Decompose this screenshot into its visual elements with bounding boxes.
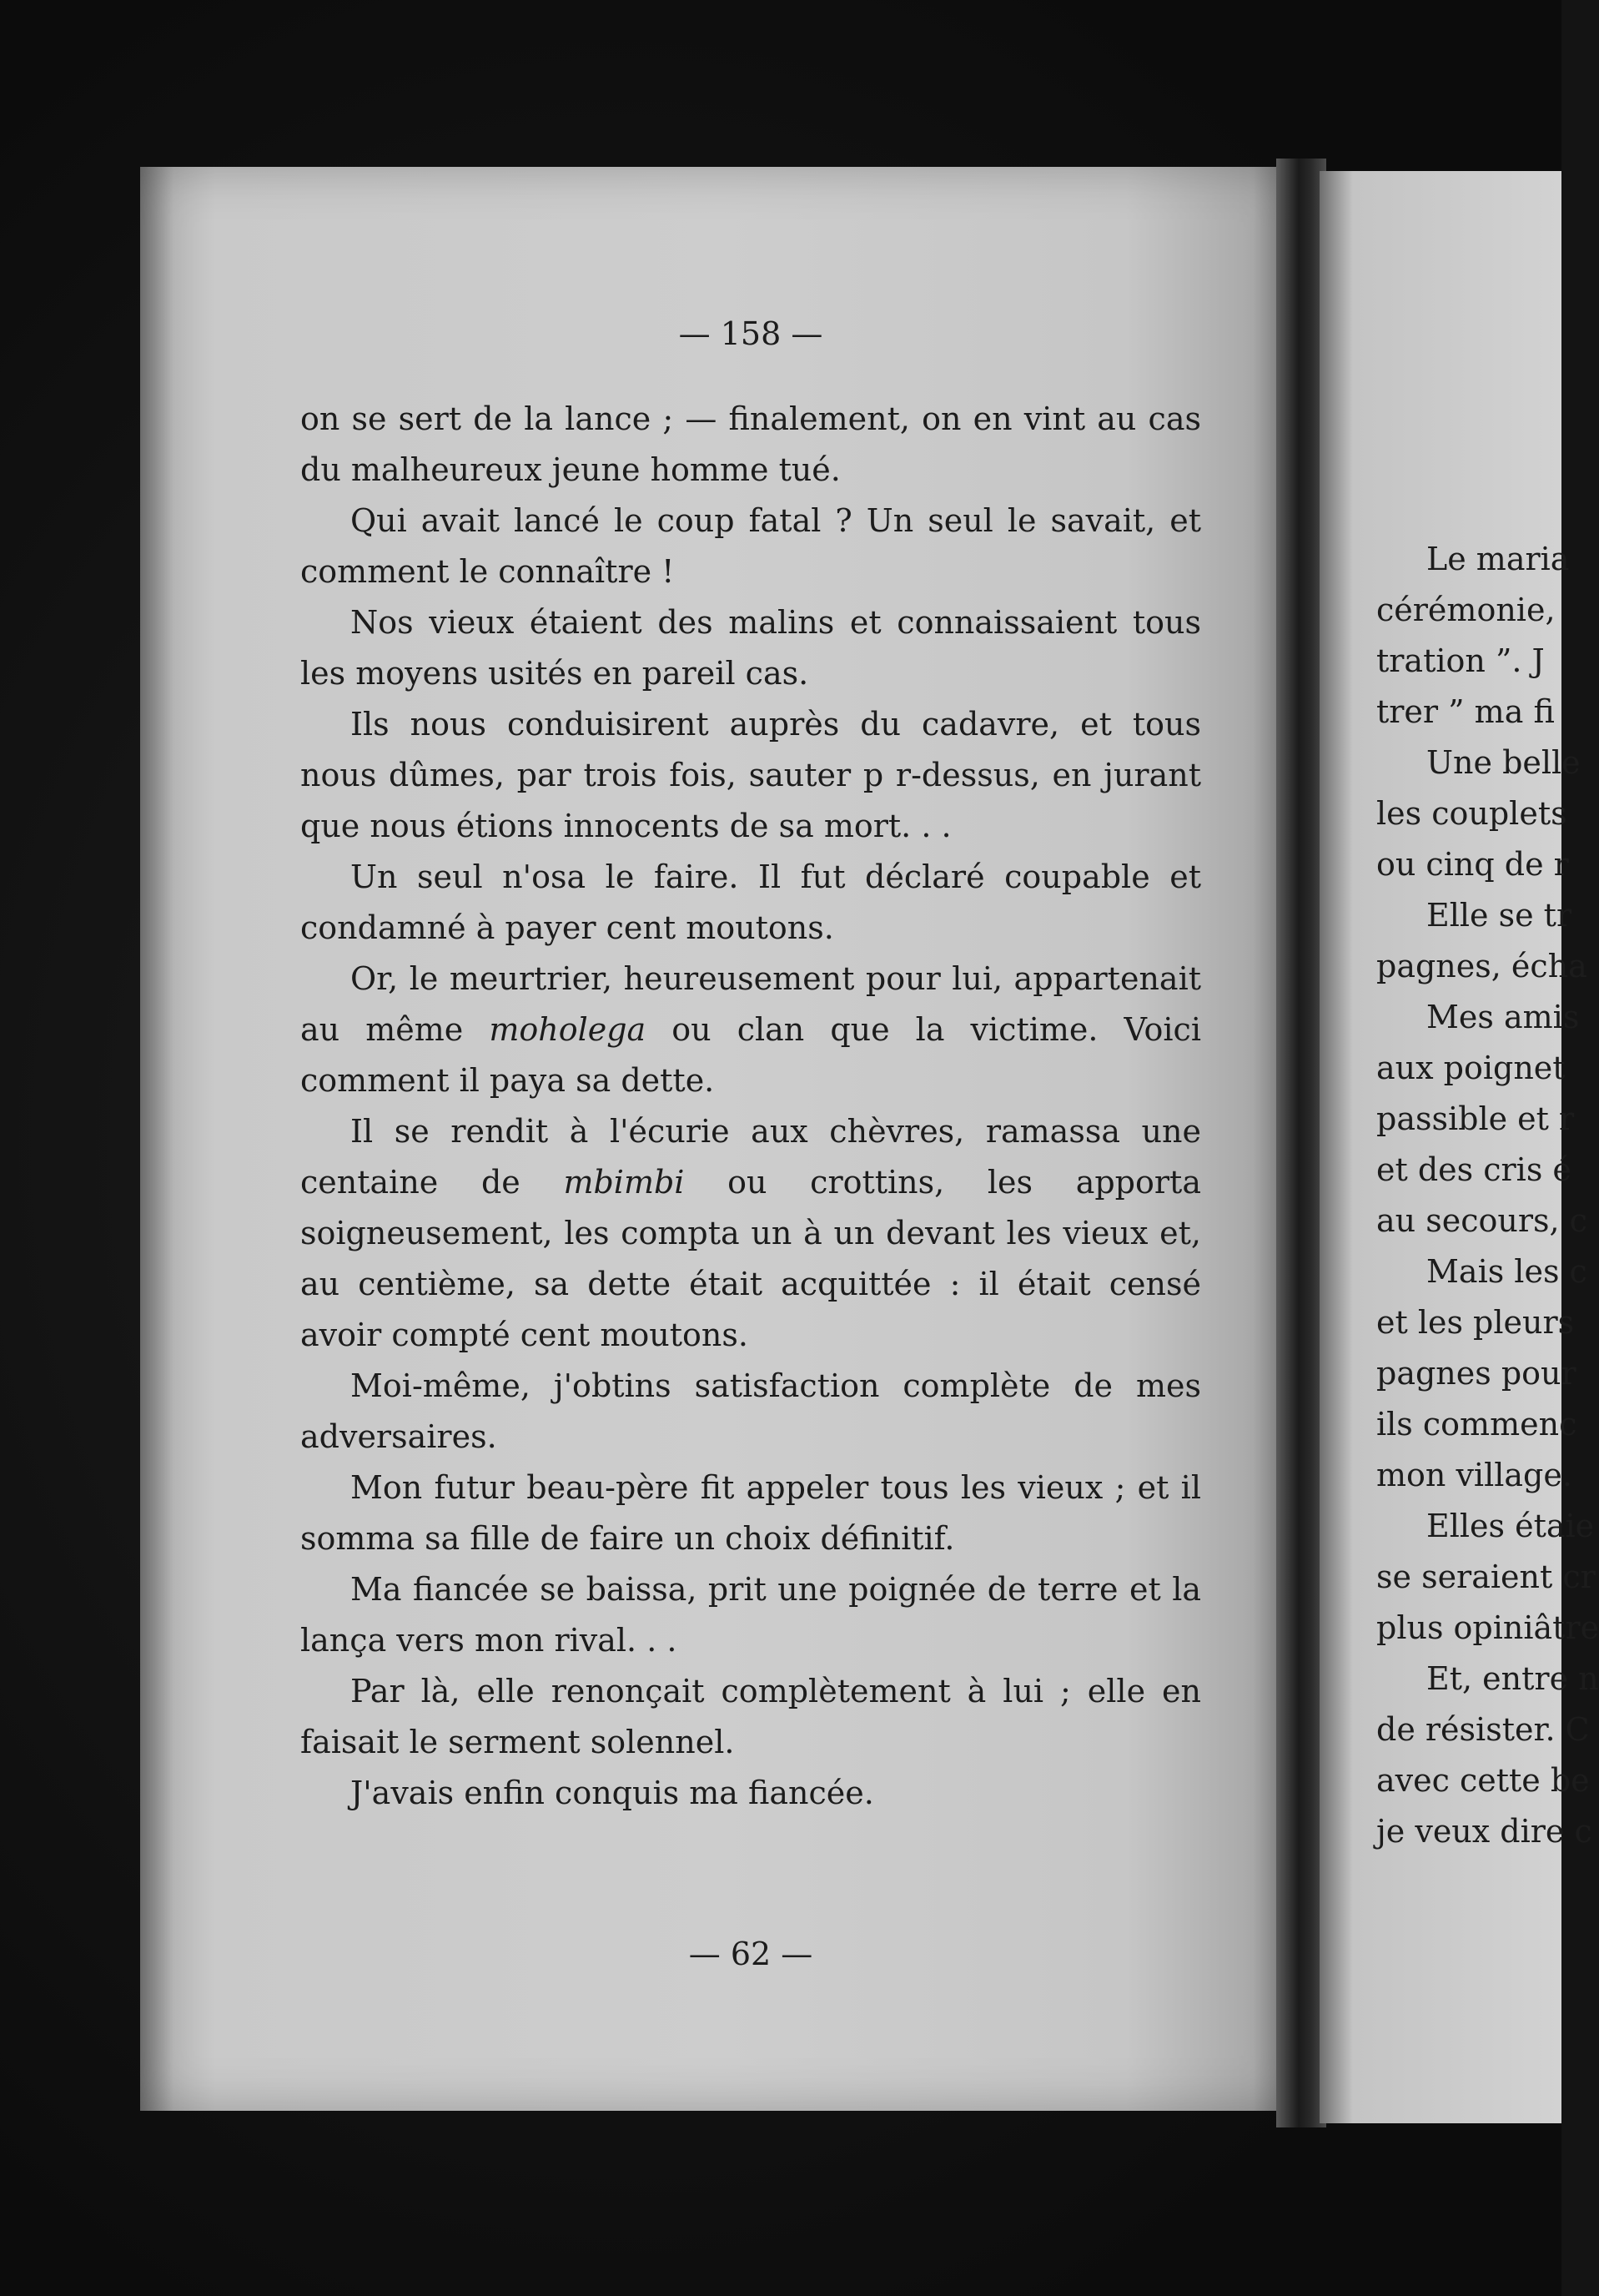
text-line: et des cris é	[1376, 1151, 1571, 1188]
text-line: aux poignet	[1376, 1050, 1566, 1086]
paragraph: Qui avait lancé le coup fatal ? Un seul le savait, et comment le connaître !	[300, 502, 1201, 590]
text-line: Elles étaie	[1426, 1508, 1595, 1544]
text-line: ou cinq de r	[1376, 846, 1569, 883]
italic-term: mbimbi	[563, 1164, 685, 1201]
text-line: cérémonie,	[1376, 592, 1556, 628]
left-page-text	[300, 394, 1201, 1819]
page-number-header: — 158 —	[678, 315, 823, 352]
text-line: Le maria	[1426, 541, 1570, 577]
text-line: tration ”. J	[1376, 642, 1545, 679]
text-line: au secours, c	[1376, 1202, 1587, 1239]
text-line: Et, entre n	[1426, 1660, 1599, 1697]
paragraph: Mon futur beau-père fit appeler tous les vieux ; et il somma sa fille de faire un choix définitif.	[300, 1469, 1201, 1557]
paragraph	[300, 1106, 1201, 1361]
text-line: mon village.	[1376, 1457, 1572, 1493]
paragraph-text: ou crottins, les apporta soigneusement, les compta un à un devant les vieux et, au centième, sa dette était acquittée : il était censé avoir compté cent moutons.	[300, 1164, 1201, 1353]
text-line: Une belle	[1426, 744, 1581, 781]
paragraph: Moi-même, j'obtins satisfaction complète de mes adversaires.	[300, 1367, 1201, 1455]
text-line: passible et r	[1376, 1100, 1575, 1137]
paragraph: Un seul n'osa le faire. Il fut déclaré coupable et condamné à payer cent moutons.	[300, 858, 1201, 946]
text-line: Elle se tr	[1426, 897, 1572, 934]
right-page-text	[1376, 534, 1599, 1857]
paragraph-text: Il se rendit à l'écurie aux chèvres, ramassa une centaine de	[300, 1113, 1201, 1201]
italic-term: moholega	[489, 1011, 646, 1048]
text-line: je veux dire c	[1376, 1813, 1592, 1850]
text-line: les couplets	[1376, 795, 1567, 832]
text-line: Mes amis	[1426, 999, 1580, 1035]
paragraph	[300, 954, 1201, 1106]
text-line: pagnes, écha	[1376, 948, 1587, 984]
text-line: Mais les c	[1426, 1253, 1587, 1290]
text-line: de résister. C	[1376, 1711, 1590, 1748]
text-line: avec cette be	[1376, 1762, 1590, 1799]
paragraph: on se sert de la lance ; — finalement, on en vint au cas du malheureux jeune homme tué.	[300, 400, 1201, 488]
paragraph: Par là, elle renonçait complètement à lui ; elle en faisait le serment solennel.	[300, 1673, 1201, 1760]
text-line: trer ” ma fi	[1376, 693, 1555, 730]
paragraph: J'avais enfin conquis ma fiancée.	[350, 1775, 874, 1811]
text-line: pagnes pour	[1376, 1355, 1576, 1392]
paragraph: Nos vieux étaient des malins et connaissaient tous les moyens usités en pareil cas.	[300, 604, 1201, 692]
text-line: et les pleurs	[1376, 1304, 1575, 1341]
paragraph: Ils nous conduisirent auprès du cadavre, et tous nous dûmes, par trois fois, sauter p r-dessus, en jurant que nous étions innocents de sa mort. . .	[300, 706, 1201, 844]
text-line: se seraient cr	[1376, 1558, 1596, 1595]
paragraph-text: Or, le meurtrier, heureusement pour lui, appartenait au même	[300, 960, 1201, 1048]
text-line: ils commenc	[1376, 1406, 1577, 1443]
page-number-footer: — 62 —	[688, 1936, 813, 1972]
text-line: plus opiniâtre	[1376, 1609, 1599, 1646]
paragraph-text: ou clan que la victime. Voici comment il paya sa dette.	[300, 1011, 1201, 1099]
book-spine	[1276, 159, 1326, 2127]
paragraph: Ma fiancée se baissa, prit une poignée de terre et la lança vers mon rival. . .	[300, 1571, 1201, 1659]
